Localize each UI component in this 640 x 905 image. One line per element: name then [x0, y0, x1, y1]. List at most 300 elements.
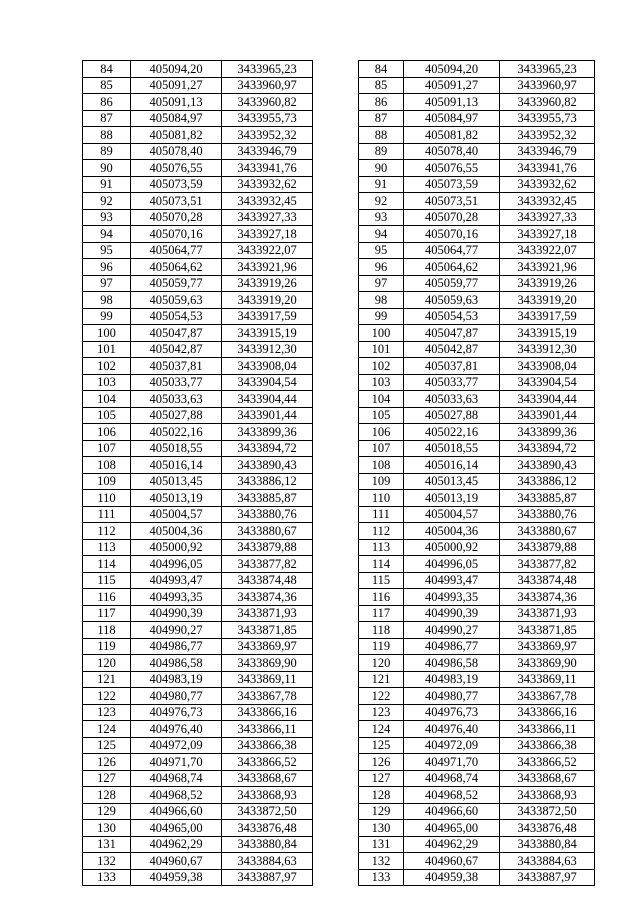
column-gap — [313, 655, 359, 672]
point-number-left: 94 — [83, 226, 131, 243]
point-number-right: 114 — [359, 556, 404, 573]
y-coordinate-right: 3433884,63 — [500, 853, 595, 870]
column-gap — [313, 61, 359, 78]
y-coordinate-left: 3433890,43 — [222, 457, 313, 474]
point-number-left: 108 — [83, 457, 131, 474]
point-number-left: 112 — [83, 523, 131, 540]
table-row — [83, 308, 595, 325]
y-coordinate-right: 3433879,88 — [500, 539, 595, 556]
point-number-right: 109 — [359, 473, 404, 490]
point-number-right: 117 — [359, 605, 404, 622]
column-gap — [313, 572, 359, 589]
y-coordinate-left: 3433867,78 — [222, 688, 313, 705]
column-gap — [313, 110, 359, 127]
x-coordinate-left: 404980,77 — [131, 688, 222, 705]
y-coordinate-left: 3433894,72 — [222, 440, 313, 457]
x-coordinate-left: 404962,29 — [131, 836, 222, 853]
y-coordinate-left: 3433927,33 — [222, 209, 313, 226]
table-row — [83, 523, 595, 540]
y-coordinate-right: 3433872,50 — [500, 803, 595, 820]
x-coordinate-left: 405091,27 — [131, 77, 222, 94]
point-number-left: 92 — [83, 193, 131, 210]
coordinates-table — [82, 60, 595, 886]
x-coordinate-left: 405064,62 — [131, 259, 222, 276]
point-number-left: 95 — [83, 242, 131, 259]
table-row — [83, 473, 595, 490]
x-coordinate-right: 405022,16 — [404, 424, 500, 441]
y-coordinate-left: 3433884,63 — [222, 853, 313, 870]
x-coordinate-left: 404986,58 — [131, 655, 222, 672]
column-gap — [313, 325, 359, 342]
y-coordinate-left: 3433877,82 — [222, 556, 313, 573]
x-coordinate-right: 405027,88 — [404, 407, 500, 424]
y-coordinate-left: 3433941,76 — [222, 160, 313, 177]
table-row — [83, 259, 595, 276]
y-coordinate-right: 3433952,32 — [500, 127, 595, 144]
x-coordinate-left: 404990,27 — [131, 622, 222, 639]
x-coordinate-left: 405004,36 — [131, 523, 222, 540]
point-number-left: 131 — [83, 836, 131, 853]
x-coordinate-left: 404960,67 — [131, 853, 222, 870]
point-number-left: 129 — [83, 803, 131, 820]
y-coordinate-left: 3433955,73 — [222, 110, 313, 127]
x-coordinate-right: 404993,47 — [404, 572, 500, 589]
point-number-right: 103 — [359, 374, 404, 391]
y-coordinate-left: 3433866,52 — [222, 754, 313, 771]
x-coordinate-left: 405033,77 — [131, 374, 222, 391]
y-coordinate-left: 3433921,96 — [222, 259, 313, 276]
point-number-right: 91 — [359, 176, 404, 193]
point-number-right: 130 — [359, 820, 404, 837]
column-gap — [313, 94, 359, 111]
x-coordinate-right: 405070,28 — [404, 209, 500, 226]
y-coordinate-right: 3433866,38 — [500, 737, 595, 754]
x-coordinate-right: 405064,77 — [404, 242, 500, 259]
point-number-right: 84 — [359, 61, 404, 78]
point-number-right: 119 — [359, 638, 404, 655]
table-row — [83, 325, 595, 342]
y-coordinate-left: 3433871,93 — [222, 605, 313, 622]
y-coordinate-left: 3433880,76 — [222, 506, 313, 523]
column-gap — [313, 490, 359, 507]
point-number-left: 109 — [83, 473, 131, 490]
point-number-left: 93 — [83, 209, 131, 226]
x-coordinate-left: 404972,09 — [131, 737, 222, 754]
column-gap — [313, 209, 359, 226]
x-coordinate-left: 404976,73 — [131, 704, 222, 721]
x-coordinate-right: 404962,29 — [404, 836, 500, 853]
column-gap — [313, 622, 359, 639]
x-coordinate-right: 404976,73 — [404, 704, 500, 721]
x-coordinate-left: 405022,16 — [131, 424, 222, 441]
column-gap — [313, 226, 359, 243]
column-gap — [313, 539, 359, 556]
table-row — [83, 853, 595, 870]
y-coordinate-left: 3433871,85 — [222, 622, 313, 639]
table-row — [83, 770, 595, 787]
y-coordinate-right: 3433899,36 — [500, 424, 595, 441]
point-number-right: 97 — [359, 275, 404, 292]
point-number-left: 99 — [83, 308, 131, 325]
point-number-right: 108 — [359, 457, 404, 474]
point-number-right: 102 — [359, 358, 404, 375]
x-coordinate-left: 405059,63 — [131, 292, 222, 309]
point-number-left: 106 — [83, 424, 131, 441]
y-coordinate-right: 3433904,44 — [500, 391, 595, 408]
table-row — [83, 787, 595, 804]
x-coordinate-right: 405033,77 — [404, 374, 500, 391]
point-number-right: 131 — [359, 836, 404, 853]
y-coordinate-right: 3433922,07 — [500, 242, 595, 259]
table-row — [83, 209, 595, 226]
point-number-right: 121 — [359, 671, 404, 688]
point-number-right: 123 — [359, 704, 404, 721]
table-row — [83, 457, 595, 474]
y-coordinate-left: 3433917,59 — [222, 308, 313, 325]
table-row — [83, 688, 595, 705]
table-row — [83, 440, 595, 457]
x-coordinate-left: 405078,40 — [131, 143, 222, 160]
y-coordinate-right: 3433927,33 — [500, 209, 595, 226]
x-coordinate-left: 405037,81 — [131, 358, 222, 375]
point-number-left: 104 — [83, 391, 131, 408]
point-number-left: 122 — [83, 688, 131, 705]
point-number-right: 124 — [359, 721, 404, 738]
table-row — [83, 341, 595, 358]
x-coordinate-left: 405016,14 — [131, 457, 222, 474]
point-number-right: 89 — [359, 143, 404, 160]
point-number-right: 113 — [359, 539, 404, 556]
point-number-left: 133 — [83, 869, 131, 886]
point-number-left: 118 — [83, 622, 131, 639]
y-coordinate-left: 3433904,44 — [222, 391, 313, 408]
point-number-right: 100 — [359, 325, 404, 342]
x-coordinate-left: 404993,35 — [131, 589, 222, 606]
table-row — [83, 754, 595, 771]
y-coordinate-right: 3433941,76 — [500, 160, 595, 177]
x-coordinate-left: 404986,77 — [131, 638, 222, 655]
point-number-right: 112 — [359, 523, 404, 540]
table-row — [83, 836, 595, 853]
table-row — [83, 490, 595, 507]
x-coordinate-right: 405054,53 — [404, 308, 500, 325]
point-number-left: 87 — [83, 110, 131, 127]
x-coordinate-left: 405081,82 — [131, 127, 222, 144]
y-coordinate-left: 3433887,97 — [222, 869, 313, 886]
point-number-right: 122 — [359, 688, 404, 705]
point-number-right: 115 — [359, 572, 404, 589]
y-coordinate-left: 3433932,62 — [222, 176, 313, 193]
y-coordinate-left: 3433901,44 — [222, 407, 313, 424]
y-coordinate-right: 3433960,97 — [500, 77, 595, 94]
column-gap — [313, 176, 359, 193]
table-row — [83, 292, 595, 309]
y-coordinate-right: 3433890,43 — [500, 457, 595, 474]
column-gap — [313, 671, 359, 688]
table-row — [83, 358, 595, 375]
point-number-left: 98 — [83, 292, 131, 309]
x-coordinate-left: 405004,57 — [131, 506, 222, 523]
y-coordinate-right: 3433868,67 — [500, 770, 595, 787]
point-number-right: 94 — [359, 226, 404, 243]
column-gap — [313, 688, 359, 705]
column-gap — [313, 820, 359, 837]
column-gap — [313, 358, 359, 375]
table-row — [83, 737, 595, 754]
table-row — [83, 556, 595, 573]
y-coordinate-right: 3433932,45 — [500, 193, 595, 210]
y-coordinate-right: 3433866,52 — [500, 754, 595, 771]
point-number-right: 101 — [359, 341, 404, 358]
x-coordinate-left: 405054,53 — [131, 308, 222, 325]
point-number-left: 86 — [83, 94, 131, 111]
point-number-left: 121 — [83, 671, 131, 688]
x-coordinate-left: 405033,63 — [131, 391, 222, 408]
y-coordinate-left: 3433932,45 — [222, 193, 313, 210]
x-coordinate-left: 404983,19 — [131, 671, 222, 688]
x-coordinate-right: 405059,63 — [404, 292, 500, 309]
x-coordinate-right: 404976,40 — [404, 721, 500, 738]
x-coordinate-right: 404968,52 — [404, 787, 500, 804]
point-number-left: 119 — [83, 638, 131, 655]
point-number-left: 124 — [83, 721, 131, 738]
column-gap — [313, 506, 359, 523]
y-coordinate-left: 3433960,97 — [222, 77, 313, 94]
table-row — [83, 424, 595, 441]
y-coordinate-left: 3433879,88 — [222, 539, 313, 556]
x-coordinate-right: 405084,97 — [404, 110, 500, 127]
x-coordinate-right: 405091,27 — [404, 77, 500, 94]
y-coordinate-right: 3433877,82 — [500, 556, 595, 573]
x-coordinate-left: 405018,55 — [131, 440, 222, 457]
point-number-left: 113 — [83, 539, 131, 556]
point-number-left: 103 — [83, 374, 131, 391]
y-coordinate-left: 3433927,18 — [222, 226, 313, 243]
y-coordinate-left: 3433886,12 — [222, 473, 313, 490]
x-coordinate-right: 405076,55 — [404, 160, 500, 177]
y-coordinate-left: 3433866,38 — [222, 737, 313, 754]
column-gap — [313, 391, 359, 408]
x-coordinate-right: 404993,35 — [404, 589, 500, 606]
point-number-right: 85 — [359, 77, 404, 94]
y-coordinate-right: 3433901,44 — [500, 407, 595, 424]
point-number-left: 128 — [83, 787, 131, 804]
point-number-right: 132 — [359, 853, 404, 870]
y-coordinate-right: 3433880,84 — [500, 836, 595, 853]
x-coordinate-right: 405081,82 — [404, 127, 500, 144]
y-coordinate-right: 3433919,26 — [500, 275, 595, 292]
table-row — [83, 589, 595, 606]
y-coordinate-left: 3433876,48 — [222, 820, 313, 837]
point-number-left: 130 — [83, 820, 131, 837]
x-coordinate-left: 405042,87 — [131, 341, 222, 358]
y-coordinate-right: 3433885,87 — [500, 490, 595, 507]
x-coordinate-right: 405013,45 — [404, 473, 500, 490]
column-gap — [313, 292, 359, 309]
point-number-left: 115 — [83, 572, 131, 589]
x-coordinate-left: 404993,47 — [131, 572, 222, 589]
x-coordinate-right: 405047,87 — [404, 325, 500, 342]
y-coordinate-right: 3433866,16 — [500, 704, 595, 721]
x-coordinate-left: 405047,87 — [131, 325, 222, 342]
y-coordinate-right: 3433908,04 — [500, 358, 595, 375]
y-coordinate-right: 3433921,96 — [500, 259, 595, 276]
x-coordinate-right: 405070,16 — [404, 226, 500, 243]
x-coordinate-left: 405084,97 — [131, 110, 222, 127]
point-number-right: 110 — [359, 490, 404, 507]
x-coordinate-right: 405059,77 — [404, 275, 500, 292]
column-gap — [313, 869, 359, 886]
column-gap — [313, 407, 359, 424]
point-number-right: 116 — [359, 589, 404, 606]
column-gap — [313, 836, 359, 853]
point-number-left: 89 — [83, 143, 131, 160]
x-coordinate-left: 405059,77 — [131, 275, 222, 292]
column-gap — [313, 787, 359, 804]
point-number-left: 102 — [83, 358, 131, 375]
point-number-right: 129 — [359, 803, 404, 820]
x-coordinate-right: 405018,55 — [404, 440, 500, 457]
x-coordinate-left: 405000,92 — [131, 539, 222, 556]
y-coordinate-left: 3433946,79 — [222, 143, 313, 160]
column-gap — [313, 638, 359, 655]
column-gap — [313, 704, 359, 721]
x-coordinate-right: 405073,59 — [404, 176, 500, 193]
x-coordinate-left: 404968,74 — [131, 770, 222, 787]
column-gap — [313, 440, 359, 457]
point-number-right: 86 — [359, 94, 404, 111]
x-coordinate-right: 405000,92 — [404, 539, 500, 556]
table-row — [83, 61, 595, 78]
point-number-left: 123 — [83, 704, 131, 721]
point-number-right: 99 — [359, 308, 404, 325]
y-coordinate-left: 3433885,87 — [222, 490, 313, 507]
table-row — [83, 275, 595, 292]
y-coordinate-right: 3433917,59 — [500, 308, 595, 325]
column-gap — [313, 160, 359, 177]
point-number-right: 93 — [359, 209, 404, 226]
y-coordinate-left: 3433868,67 — [222, 770, 313, 787]
column-gap — [313, 143, 359, 160]
x-coordinate-right: 404996,05 — [404, 556, 500, 573]
x-coordinate-left: 404971,70 — [131, 754, 222, 771]
column-gap — [313, 424, 359, 441]
y-coordinate-left: 3433922,07 — [222, 242, 313, 259]
column-gap — [313, 259, 359, 276]
x-coordinate-right: 404971,70 — [404, 754, 500, 771]
y-coordinate-left: 3433960,82 — [222, 94, 313, 111]
y-coordinate-left: 3433869,11 — [222, 671, 313, 688]
point-number-left: 96 — [83, 259, 131, 276]
point-number-right: 128 — [359, 787, 404, 804]
x-coordinate-right: 405064,62 — [404, 259, 500, 276]
table-row — [83, 176, 595, 193]
table-row — [83, 869, 595, 886]
point-number-right: 127 — [359, 770, 404, 787]
x-coordinate-left: 405094,20 — [131, 61, 222, 78]
y-coordinate-right: 3433867,78 — [500, 688, 595, 705]
x-coordinate-right: 404965,00 — [404, 820, 500, 837]
x-coordinate-right: 404986,58 — [404, 655, 500, 672]
y-coordinate-right: 3433869,97 — [500, 638, 595, 655]
point-number-left: 105 — [83, 407, 131, 424]
y-coordinate-left: 3433919,20 — [222, 292, 313, 309]
x-coordinate-left: 405013,45 — [131, 473, 222, 490]
y-coordinate-left: 3433919,26 — [222, 275, 313, 292]
point-number-right: 120 — [359, 655, 404, 672]
x-coordinate-right: 405004,36 — [404, 523, 500, 540]
x-coordinate-right: 404972,09 — [404, 737, 500, 754]
point-number-left: 125 — [83, 737, 131, 754]
y-coordinate-right: 3433871,85 — [500, 622, 595, 639]
y-coordinate-left: 3433868,93 — [222, 787, 313, 804]
x-coordinate-right: 404990,27 — [404, 622, 500, 639]
x-coordinate-left: 405073,51 — [131, 193, 222, 210]
y-coordinate-left: 3433880,67 — [222, 523, 313, 540]
column-gap — [313, 770, 359, 787]
x-coordinate-right: 404990,39 — [404, 605, 500, 622]
point-number-left: 91 — [83, 176, 131, 193]
point-number-right: 92 — [359, 193, 404, 210]
x-coordinate-right: 405004,57 — [404, 506, 500, 523]
y-coordinate-right: 3433866,11 — [500, 721, 595, 738]
column-gap — [313, 77, 359, 94]
x-coordinate-left: 405013,19 — [131, 490, 222, 507]
point-number-right: 96 — [359, 259, 404, 276]
x-coordinate-left: 405070,28 — [131, 209, 222, 226]
y-coordinate-left: 3433869,97 — [222, 638, 313, 655]
y-coordinate-right: 3433960,82 — [500, 94, 595, 111]
x-coordinate-right: 405073,51 — [404, 193, 500, 210]
y-coordinate-left: 3433866,11 — [222, 721, 313, 738]
y-coordinate-right: 3433874,48 — [500, 572, 595, 589]
point-number-left: 85 — [83, 77, 131, 94]
table-row — [83, 721, 595, 738]
y-coordinate-left: 3433880,84 — [222, 836, 313, 853]
y-coordinate-right: 3433874,36 — [500, 589, 595, 606]
table-row — [83, 704, 595, 721]
table-row — [83, 391, 595, 408]
x-coordinate-left: 405073,59 — [131, 176, 222, 193]
x-coordinate-right: 405042,87 — [404, 341, 500, 358]
y-coordinate-left: 3433866,16 — [222, 704, 313, 721]
y-coordinate-right: 3433904,54 — [500, 374, 595, 391]
point-number-right: 125 — [359, 737, 404, 754]
y-coordinate-right: 3433915,19 — [500, 325, 595, 342]
table-row — [83, 193, 595, 210]
x-coordinate-right: 405091,13 — [404, 94, 500, 111]
y-coordinate-right: 3433965,23 — [500, 61, 595, 78]
x-coordinate-left: 405076,55 — [131, 160, 222, 177]
y-coordinate-right: 3433880,76 — [500, 506, 595, 523]
point-number-left: 111 — [83, 506, 131, 523]
x-coordinate-right: 405037,81 — [404, 358, 500, 375]
table-row — [83, 242, 595, 259]
x-coordinate-left: 405064,77 — [131, 242, 222, 259]
column-gap — [313, 242, 359, 259]
table-row — [83, 820, 595, 837]
point-number-right: 90 — [359, 160, 404, 177]
y-coordinate-left: 3433915,19 — [222, 325, 313, 342]
table-row — [83, 622, 595, 639]
table-row — [83, 110, 595, 127]
column-gap — [313, 853, 359, 870]
x-coordinate-right: 404959,38 — [404, 869, 500, 886]
point-number-left: 97 — [83, 275, 131, 292]
y-coordinate-right: 3433868,93 — [500, 787, 595, 804]
point-number-right: 87 — [359, 110, 404, 127]
y-coordinate-right: 3433912,30 — [500, 341, 595, 358]
